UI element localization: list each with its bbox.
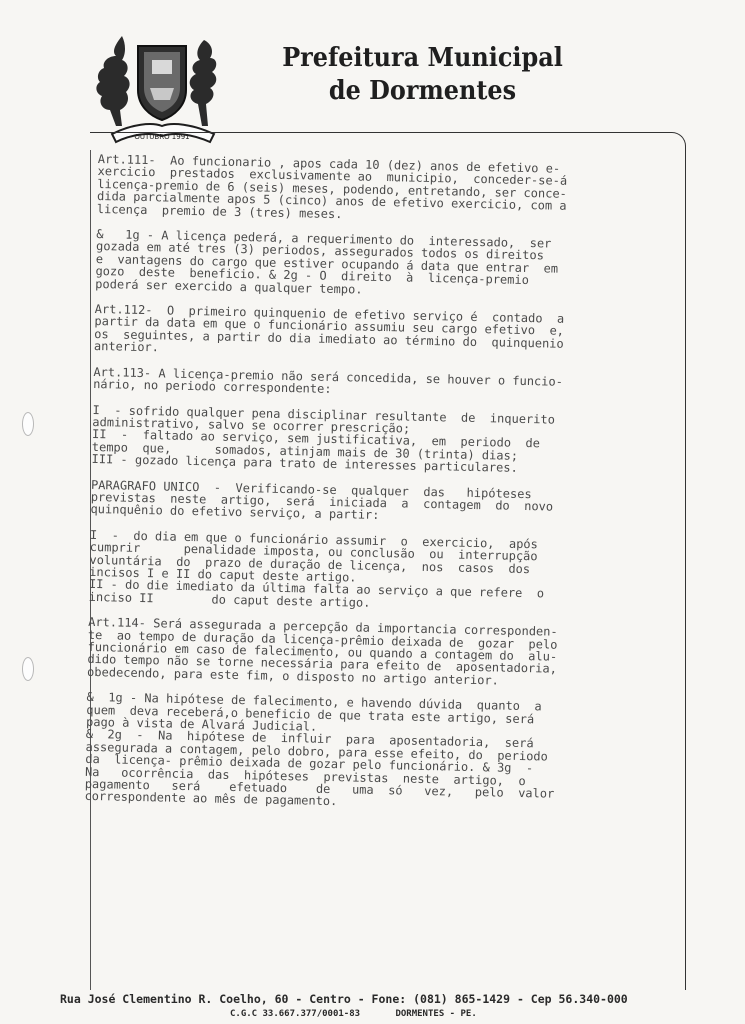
title-line: Prefeitura Municipal	[282, 43, 563, 73]
paragraph-paragrafo-unico: PARAGRAFO UNICO - Verificando-se qualquer das hipóteses previstas neste artigo, será iniciada a contagem do novo quinquênio do efetivo serviço, a partir:	[90, 477, 554, 523]
footer-city: DORMENTES - PE.	[395, 1009, 477, 1019]
footer-address: Rua José Clementino R. Coelho, 60 - Centro - Fone: (081) 865-1429 - Cep 56.340-000	[60, 992, 628, 1006]
footer-registration	[230, 1009, 477, 1019]
paragraph-art-111: Art.111- Ao funcionario , apos cada 10 (dez) anos de efetivo e- xercicio prestados exclusivamente ao municipio, conceder-se-á licença-premio de 6 (seis) meses, podendo, entretando, ser conce- dida parcialmente apos 5 (cinco) anos de efetivo exercicio, com a licença premio de 3 (tres) meses.	[96, 152, 568, 221]
paragraph-art-112: Art.112- O primeiro quinquenio de efetivo serviço é contado a partir da data em que o funcionário assumiu seu cargo efetivo e, os seguintes, a partir do dia imediato ao término do quinquenio anterior.	[93, 302, 565, 355]
paragraph-art-113-items: I - sofrido qualquer pena disciplinar resultante de inquerito administrativo, salvo se ocorrer prescrição; II - faltado ao serviço, sem justificativa, em periodo de tempo que, somados, atinjam mais de 30 (trinta) dias; III - gozado licença para trato de interesses particulares.	[91, 402, 556, 475]
document-body	[84, 153, 680, 828]
letterhead-footer	[60, 992, 700, 1019]
binder-hole	[22, 657, 34, 681]
binder-hole	[22, 412, 34, 436]
paragraph-paragrafo-unico-items: I - do dia em que o funcionário assumir o exercicio, após cumprir penalidade imposta, ou conclusão ou interrupção voluntária do prazo de duração de licença, nos casos dos incisos I e II do caput deste artigo. II - do die imediato da última falta ao serviço a que refere o inciso II do caput deste artigo.	[88, 527, 545, 610]
page-title	[264, 42, 581, 108]
title-line: de Dormentes	[328, 76, 517, 106]
paragraph-art-114: Art.114- Será assegurada a percepção da importancia corresponden- te ao tempo de duração da licença-prêmio deixada de gozar pelo funcionário em caso de falecimento, ou quando a contagem do alu- dido tempo não se torne necessária para efeito de aposentadoria, obedecendo, para este fim, o disposto no artigo anterior.	[86, 615, 558, 688]
svg-text:OUTUBRO 1991: OUTUBRO 1991	[134, 133, 190, 141]
paragraph-art-114-sections: & 1g - Na hipótese de falecimento, e havendo dúvida quanto a quem deva receberá,o beneficio de que trata este artigo, será pago à vista de Alvará Judicial. & 2g - Na hipótese de influir para aposentadoria, será assegurada a contagem, pelo dobro, para esse efeito, do periodo da licença- prêmio deixada de gozar pelo funcionário. & 3g - Na ocorrência das hipóteses previstas neste artigo, o pagamento será efetuado de uma só vez, pelo valor correspondente ao mês de pagamento.	[84, 690, 555, 809]
paragraph-art-111-sections: & 1g - A licença pederá, a requerimento do interessado, ser gozada em até tres (3) periodos, assegurados todos os direitos e vantagens do cargo que estiver ocupando á data que entrar em gozo deste beneficio. & 2g - O direito à licença-premio poderá ser exercido a qualquer tempo.	[95, 227, 559, 297]
footer-cgc: C.G.C 33.667.377/0001-83	[230, 1009, 361, 1019]
paragraph-art-113: Art.113- A licença-premio não será concedida, se houver o funcio- nário, no periodo correspondente:	[93, 364, 564, 397]
